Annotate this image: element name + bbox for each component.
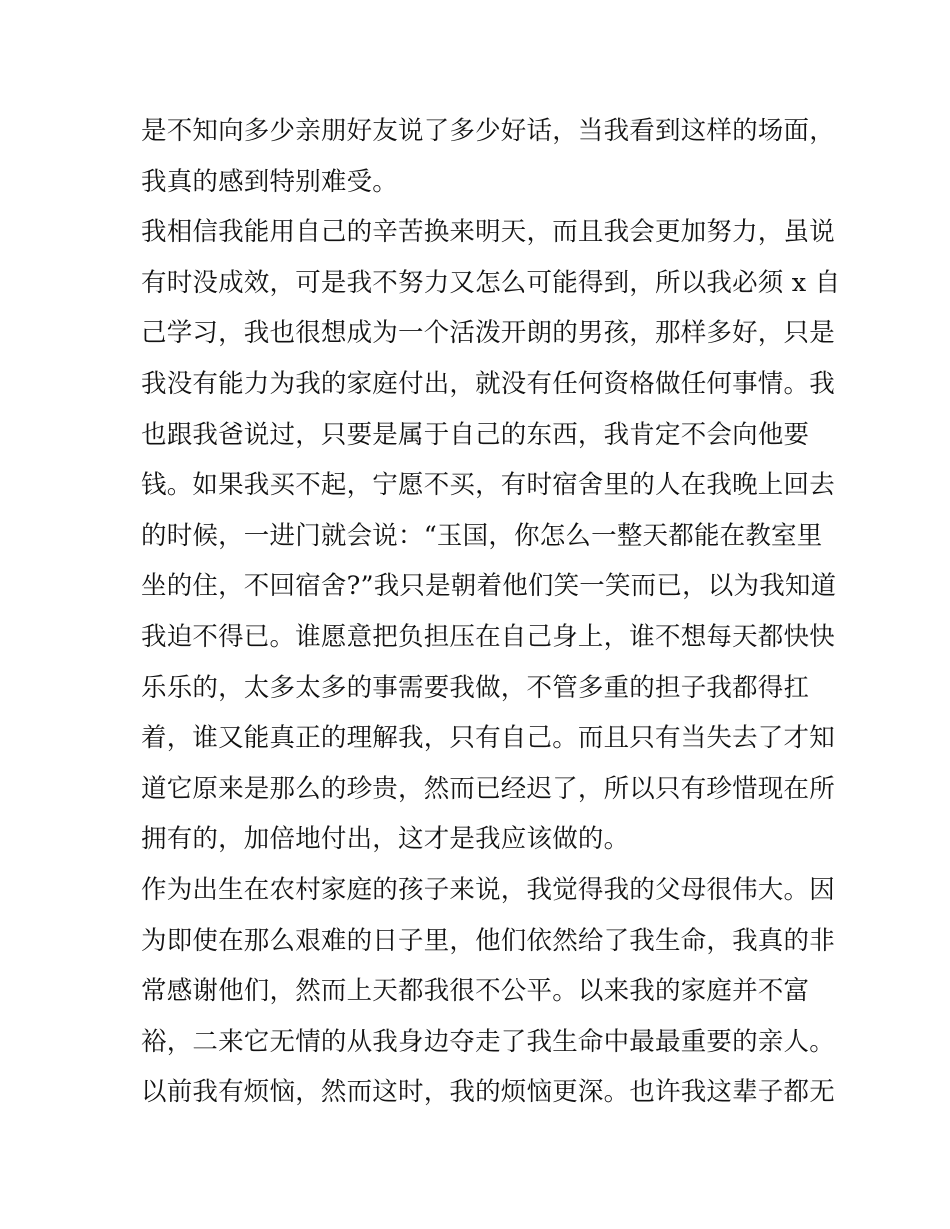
text-line: 己学习，我也很想成为一个活泼开朗的男孩，那样多好，只是 <box>141 318 835 349</box>
text-line: 我真的感到特别难受。 <box>141 166 399 197</box>
text-line: 我迫不得已。谁愿意把负担压在自己身上，谁不想每天都快快 <box>141 621 835 652</box>
body-text <box>141 106 841 1118</box>
text-line: 也跟我爸说过，只要是属于自己的东西，我肯定不会向他要 <box>141 419 810 450</box>
text-line: 坐的住，不回宿舍?”我只是朝着他们笑一笑而已，以为我知道 <box>141 571 837 602</box>
text-line: 乐乐的，太多太多的事需要我做，不管多重的担子我都得扛 <box>141 672 810 703</box>
text-line: 道它原来是那么的珍贵，然而已经迟了，所以只有珍惜现在所 <box>141 773 835 804</box>
text-line: 作为出生在农村家庭的孩子来说，我觉得我的父母很伟大。因 <box>141 874 835 905</box>
text-line: 有时没成效，可是我不努力又怎么可能得到，所以我必须 x 自 <box>141 267 841 298</box>
text-line: 裕，二来它无情的从我身边夺走了我生命中最最重要的亲人。 <box>141 1026 835 1057</box>
text-line: 着，谁又能真正的理解我，只有自己。而且只有当失去了才知 <box>141 723 835 754</box>
text-line: 钱。如果我买不起，宁愿不买，有时宿舍里的人在我晚上回去 <box>141 470 835 501</box>
text-line: 以前我有烦恼，然而这时，我的烦恼更深。也许我这辈子都无 <box>141 1077 835 1108</box>
text-line: 的时候，一进门就会说：“玉国，你怎么一整天都能在教室里 <box>141 520 823 551</box>
text-line: 我没有能力为我的家庭付出，就没有任何资格做任何事情。我 <box>141 368 835 399</box>
text-line: 是不知向多少亲朋好友说了多少好话，当我看到这样的场面， <box>141 116 835 146</box>
text-line: 拥有的，加倍地付出，这才是我应该做的。 <box>141 824 630 855</box>
text-line: 为即使在那么艰难的日子里，他们依然给了我生命，我真的非 <box>141 925 835 956</box>
text-line: 常感谢他们，然而上天都我很不公平。以来我的家庭并不富 <box>141 976 810 1007</box>
text-line: 我相信我能用自己的辛苦换来明天，而且我会更加努力，虽说 <box>141 217 835 248</box>
